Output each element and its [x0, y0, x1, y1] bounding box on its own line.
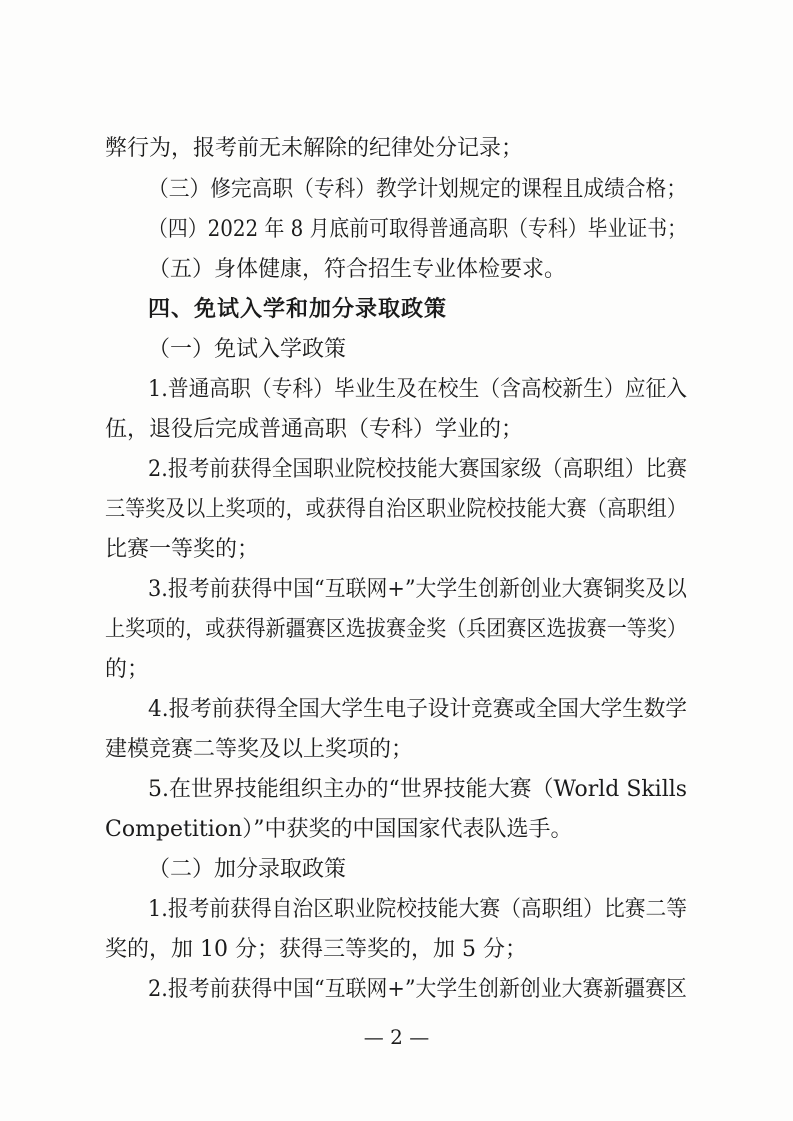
policy-item-2-line-3: 比赛一等奖的；: [105, 537, 260, 562]
paragraph-continuation: 弊行为，报考前无未解除的纪律处分记录；: [105, 136, 524, 161]
text-line: [0, 850, 793, 890]
bonus-item-1-line-2: 奖的，加 10 分；获得三等奖的，加 5 分；: [105, 937, 527, 962]
text-line: [0, 129, 793, 169]
text-line: [0, 650, 793, 690]
condition-item-5: （五）身体健康，符合招生专业体检要求。: [148, 257, 567, 282]
text-line: [0, 450, 793, 490]
text-line: [0, 210, 793, 250]
text-line: [0, 410, 793, 450]
policy-item-3-line-2: 上奖项的，或获得新疆赛区选拔赛金奖（兵团赛区选拔赛一等奖）: [105, 617, 687, 642]
condition-item-3: （三）修完高职（专科）教学计划规定的课程且成绩合格；: [148, 177, 688, 202]
subsection-heading-2: （二）加分录取政策: [148, 857, 347, 882]
text-line: [0, 250, 793, 290]
text-line: [0, 530, 793, 570]
text-line: [0, 490, 793, 530]
text-line: [0, 170, 793, 210]
bonus-item-1-line-1: 1.报考前获得自治区职业院校技能大赛（高职组）比赛二等: [148, 897, 688, 922]
policy-item-1-line-1: 1.普通高职（专科）毕业生及在校生（含高校新生）应征入: [148, 377, 688, 402]
section-heading: 四、免试入学和加分录取政策: [148, 297, 448, 322]
text-line: [0, 890, 793, 930]
page-number: — 2 —: [363, 1025, 430, 1049]
text-line: [0, 690, 793, 730]
policy-item-5-line-2: Competition）”中获奖的中国国家代表队选手。: [105, 817, 573, 842]
text-line: [0, 610, 793, 650]
condition-item-4: （四）2022 年 8 月底前可取得普通高职（专科）毕业证书；: [148, 217, 687, 242]
policy-item-4-line-1: 4.报考前获得全国大学生电子设计竞赛或全国大学生数学: [148, 697, 688, 722]
text-line: [0, 330, 793, 370]
policy-item-2-line-2: 三等奖及以上奖项的，或获得自治区职业院校技能大赛（高职组）: [105, 497, 687, 522]
text-line: [0, 290, 793, 330]
text-line: [0, 930, 793, 970]
policy-item-2-line-1: 2.报考前获得全国职业院校技能大赛国家级（高职组）比赛: [148, 457, 688, 482]
text-line: [0, 570, 793, 610]
text-line: [0, 730, 793, 770]
policy-item-3-line-3: 的；: [105, 657, 150, 682]
bonus-item-2-line-1: 2.报考前获得中国“互联网+”大学生创新创业大赛新疆赛区: [148, 977, 687, 1002]
subsection-heading-1: （一）免试入学政策: [148, 337, 347, 362]
text-line: [0, 970, 793, 1010]
policy-item-4-line-2: 建模竞赛二等奖及以上奖项的；: [105, 737, 414, 762]
policy-item-5-line-1: 5.在世界技能组织主办的“世界技能大赛（World Skills: [148, 777, 688, 802]
text-line: [0, 770, 793, 810]
policy-item-3-line-1: 3.报考前获得中国“互联网+”大学生创新创业大赛铜奖及以: [148, 577, 687, 602]
policy-item-1-line-2: 伍，退役后完成普通高职（专科）学业的；: [105, 417, 524, 442]
text-line: [0, 370, 793, 410]
text-line: [0, 810, 793, 850]
